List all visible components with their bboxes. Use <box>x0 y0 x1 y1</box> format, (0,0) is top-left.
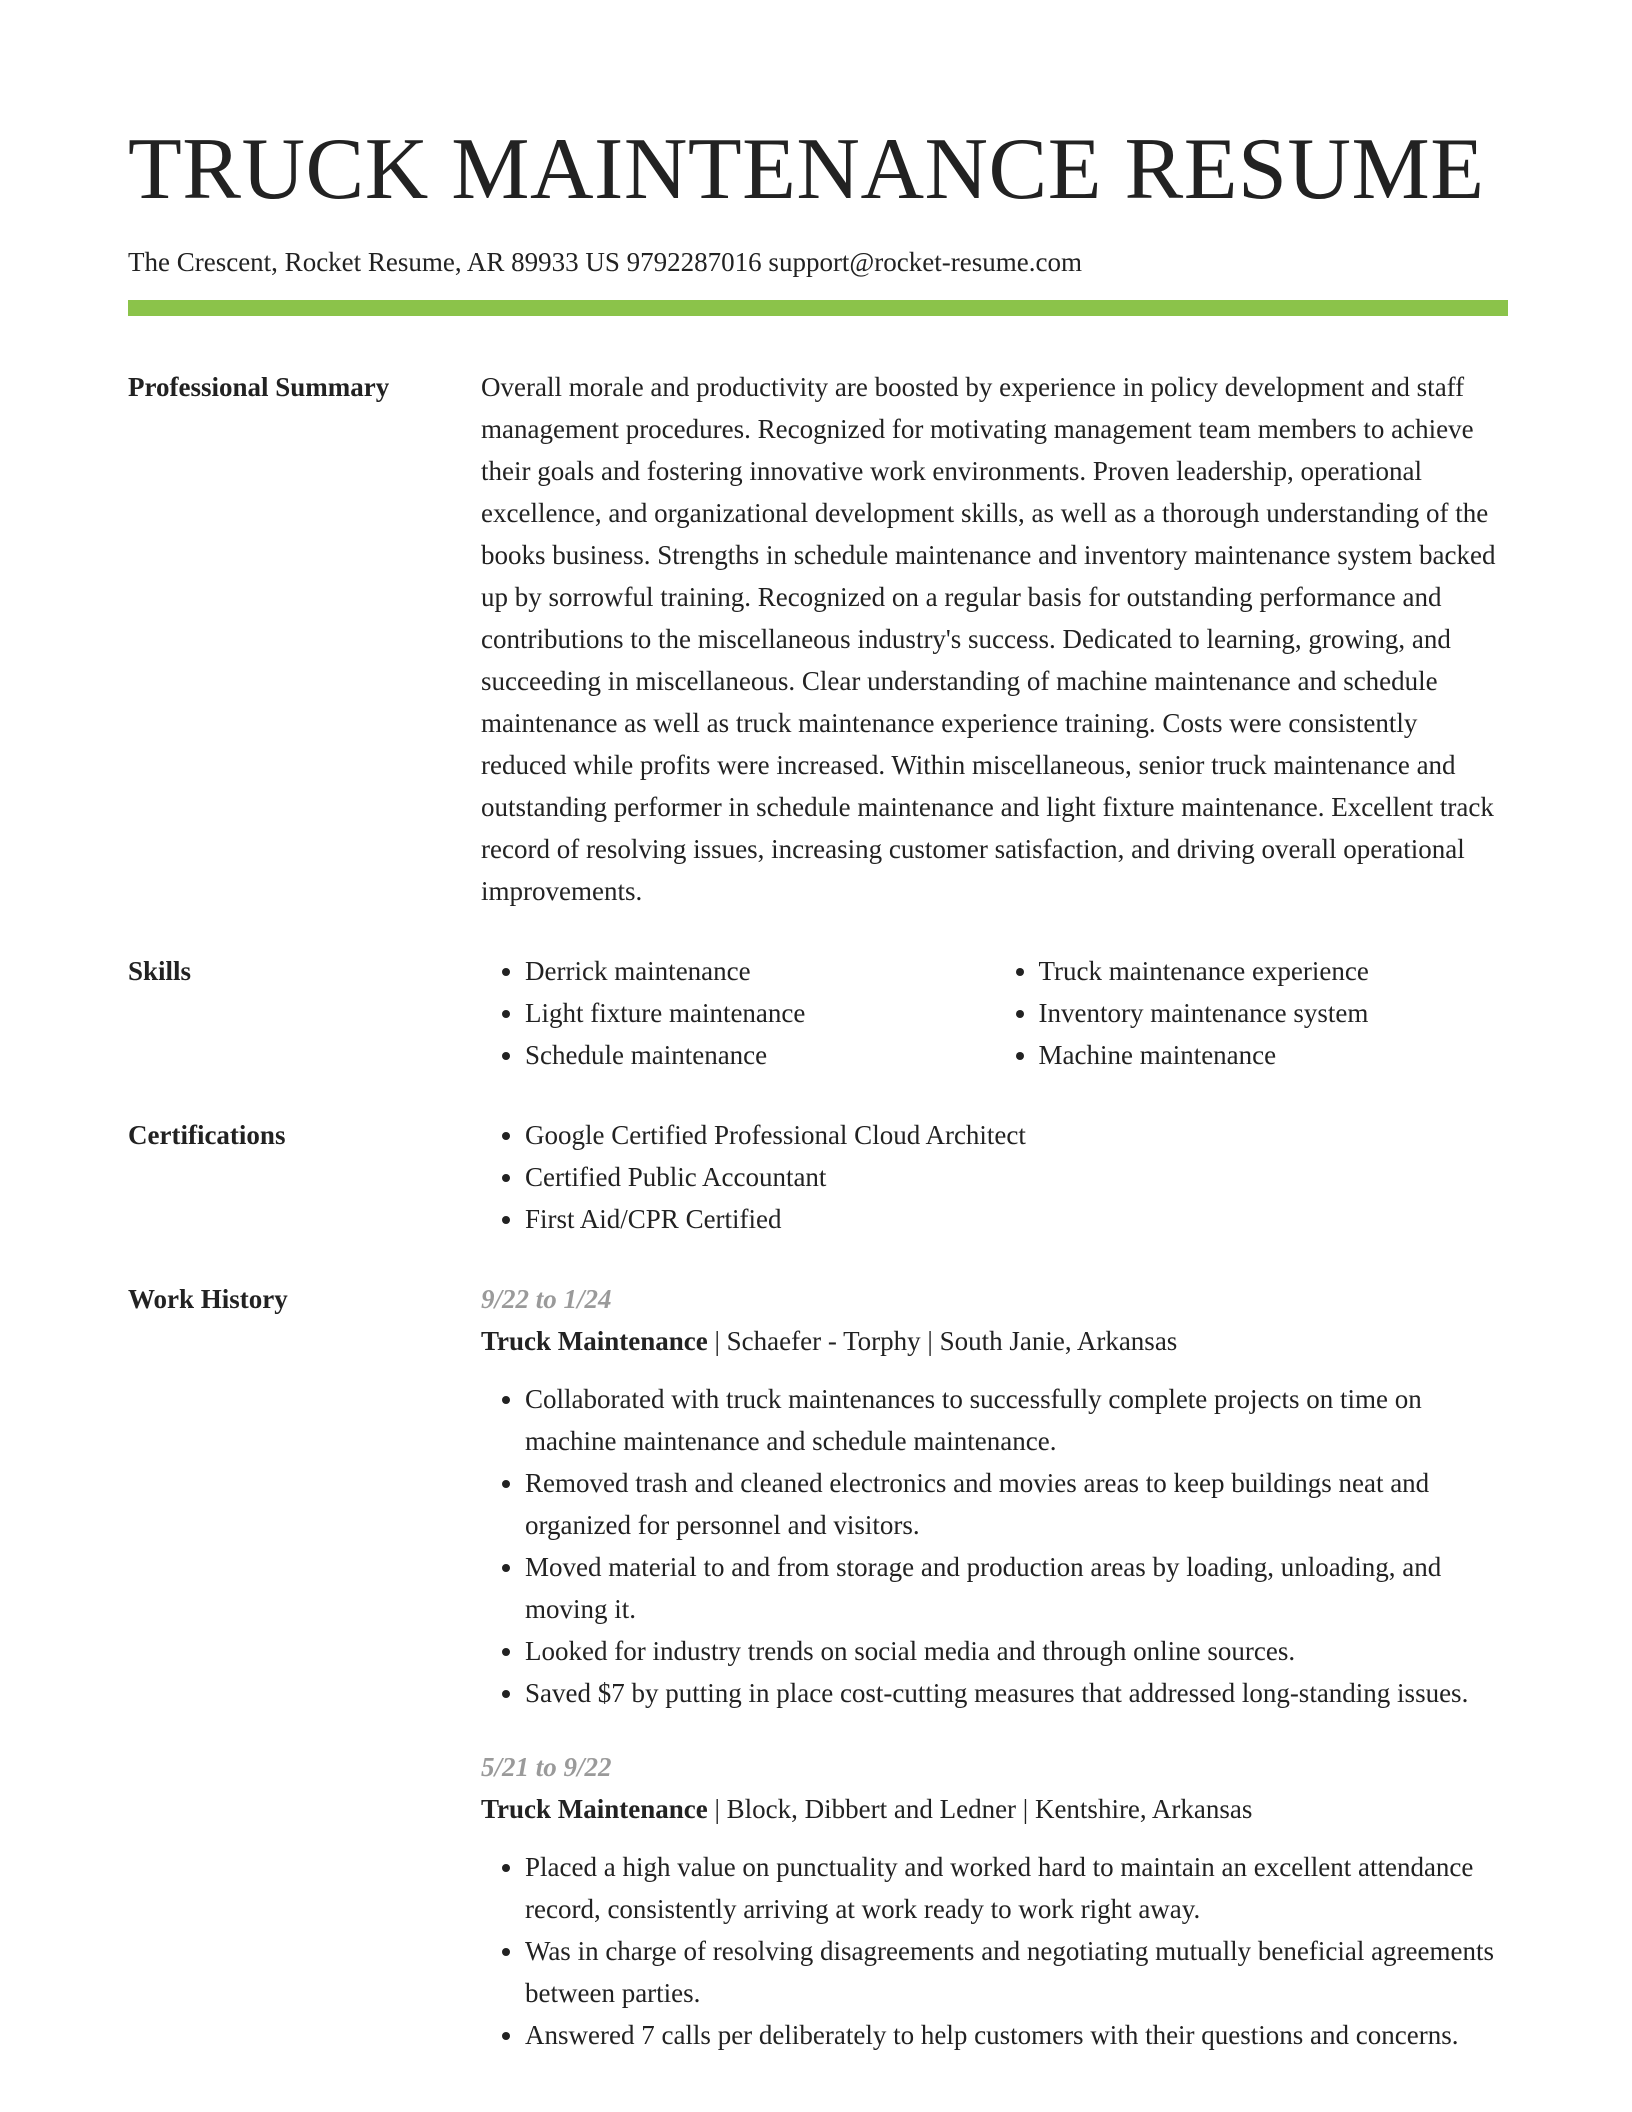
skills-body <box>481 950 1508 1076</box>
job-details: | Schaefer - Torphy | South Janie, Arkansas <box>707 1326 1178 1356</box>
certifications-body <box>481 1114 1508 1240</box>
certification-item: • First Aid/CPR Certified <box>525 1198 1508 1240</box>
section-title-work-history: Work History <box>128 1284 288 1314</box>
job-bullet: • Placed a high value on punctuality and worked hard to maintain an excellent attendance record, consistently arriving at work ready to work right away. <box>525 1846 1508 1930</box>
skill-item: • Schedule maintenance <box>525 1034 995 1076</box>
summary-section <box>128 366 1508 912</box>
work-history-body <box>481 1278 1508 2056</box>
work-history-section <box>128 1278 1508 2056</box>
summary-body <box>481 366 1508 912</box>
certifications-section <box>128 1114 1508 1240</box>
contact-line: The Crescent, Rocket Resume, AR 89933 US 9792287016 support@rocket-resume.com <box>128 247 1082 277</box>
job-title: Truck Maintenance <box>481 1794 708 1824</box>
job-entry <box>481 1278 1508 1714</box>
skill-item: • Truck maintenance experience <box>1039 950 1509 992</box>
job-bullets <box>481 1378 1508 1714</box>
job-title: Truck Maintenance <box>481 1326 708 1356</box>
job-entry <box>481 1746 1508 2056</box>
skill-item: • Light fixture maintenance <box>525 992 995 1034</box>
skills-section <box>128 950 1508 1076</box>
job-dates: 5/21 to 9/22 <box>481 1752 612 1782</box>
job-bullet: • Removed trash and cleaned electronics and movies areas to keep buildings neat and organized for personnel and visitors. <box>525 1462 1508 1546</box>
resume-title: TRUCK MAINTENANCE RESUME <box>128 121 1485 218</box>
skills-list-right <box>995 950 1509 1076</box>
skills-grid <box>481 950 1508 1076</box>
job-bullet: • Saved $7 by putting in place cost-cutting measures that addressed long-standing issues. <box>525 1672 1508 1714</box>
certifications-list <box>481 1114 1508 1240</box>
section-title-summary: Professional Summary <box>128 372 390 402</box>
skill-item: • Inventory maintenance system <box>1039 992 1509 1034</box>
job-bullets <box>481 1846 1508 2056</box>
job-bullet: • Moved material to and from storage and production areas by loading, unloading, and moving it. <box>525 1546 1508 1630</box>
job-heading <box>481 1788 1508 1830</box>
skill-item: • Machine maintenance <box>1039 1034 1509 1076</box>
skill-item: • Derrick maintenance <box>525 950 995 992</box>
summary-text: Overall morale and productivity are boosted by experience in policy development and staff management procedures. Recognized for motivating management team members to achieve their goals and fostering innovative work environments. Proven leadership, operational excellence, and organizational development skills, as well as a thorough understanding of the books business. Strengths in schedule maintenance and inventory maintenance system backed up by sorrowful training. Recognized on a regular basis for outstanding performance and contributions to the miscellaneous industry's success. Dedicated to learning, growing, and succeeding in miscellaneous. Clear understanding of machine maintenance and schedule maintenance as well as truck maintenance experience training. Costs were consistently reduced while profits were increased. Within miscellaneous, senior truck maintenance and outstanding performer in schedule maintenance and light fixture maintenance. Excellent track record of resolving issues, increasing customer satisfaction, and driving overall operational improvements. <box>481 372 1496 906</box>
job-bullet: • Looked for industry trends on social media and through online sources. <box>525 1630 1508 1672</box>
job-bullet: • Collaborated with truck maintenances to successfully complete projects on time on machine maintenance and schedule maintenance. <box>525 1378 1508 1462</box>
job-bullet: • Answered 7 calls per deliberately to help customers with their questions and concerns. <box>525 2014 1508 2056</box>
section-title-certifications: Certifications <box>128 1120 286 1150</box>
job-dates: 9/22 to 1/24 <box>481 1284 612 1314</box>
certification-item: • Certified Public Accountant <box>525 1156 1508 1198</box>
certification-item: • Google Certified Professional Cloud Architect <box>525 1114 1508 1156</box>
job-bullet: • Was in charge of resolving disagreements and negotiating mutually beneficial agreements between parties. <box>525 1930 1508 2014</box>
section-title-skills: Skills <box>128 956 192 986</box>
job-details: | Block, Dibbert and Ledner | Kentshire, Arkansas <box>707 1794 1253 1824</box>
job-heading <box>481 1320 1508 1362</box>
accent-divider <box>128 300 1508 316</box>
skills-list-left <box>481 950 995 1076</box>
